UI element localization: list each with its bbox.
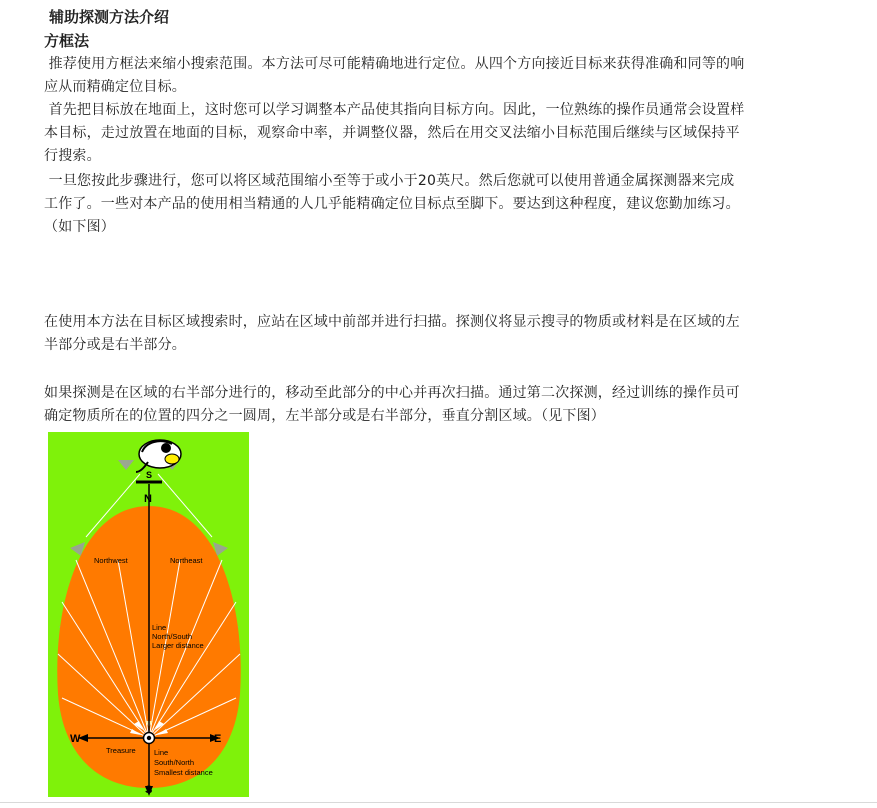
label-line-sn-1: Line	[154, 748, 169, 757]
label-line-ns-2: North/South	[152, 632, 193, 641]
compass-label-s-bottom: S	[145, 784, 153, 796]
paragraph-line: 如果探测是在区域的右半部分进行的，移动至此部分的中心并再次扫描。通过第二次探测，经过训练的操作员可	[44, 385, 740, 401]
compass-label-e: E	[214, 733, 222, 745]
paragraph-line: 本目标，走过放置在地面的目标，观察命中率，并调整仪器，然后在用交叉法缩小目标范围后继续与区域保持平	[44, 125, 740, 141]
page-title: 辅助探测方法介绍	[49, 8, 170, 26]
paragraph-scanning	[44, 311, 844, 357]
paragraph-line: （如下图）	[44, 219, 115, 235]
section-title: 方框法	[44, 32, 90, 50]
paragraph-line: 行搜索。	[44, 148, 101, 164]
paragraph-line: 一旦您按此步骤进行，您可以将区域范围缩小至等于或小于20英尺。然后您就可以使用普通金属探测器来完成	[48, 173, 735, 189]
label-line-ns-1: Line	[152, 623, 167, 632]
paragraph-line: 首先把目标放在地面上，这时您可以学习调整本产品使其指向目标方向。因此，一位熟练的操作员通常会设置样	[48, 102, 745, 118]
label-line-sn-2: South/North	[154, 758, 195, 767]
label-northeast: Northeast	[170, 556, 203, 565]
compass-label-s-top: S	[146, 470, 153, 480]
paragraph-setup	[44, 99, 844, 168]
paragraph-line: 推荐使用方框法来缩小搜索范围。本方法可尽可能精确地进行定位。从四个方向接近目标来获得准确和同等的响	[48, 56, 745, 72]
compass-label-n: N	[144, 493, 152, 505]
label-treasure: Treasure	[106, 746, 136, 755]
paragraph-line: 半部分或是右半部分。	[44, 337, 186, 353]
box-method-diagram	[48, 432, 249, 797]
paragraph-line: 确定物质所在的位置的四分之一圆周，左半部分或是右半部分，垂直分割区域。（见下图）	[44, 408, 605, 424]
label-northwest: Northwest	[94, 556, 128, 565]
paragraph-narrowing	[44, 170, 844, 239]
label-line-sn-3: Smallest distance	[154, 768, 213, 777]
treasure-center	[147, 736, 151, 740]
paragraph-line: 在使用本方法在目标区域搜索时，应站在区域中前部并进行扫描。探测仪将显示搜寻的物质或材料是在区域的左	[44, 314, 740, 330]
bottom-divider	[0, 802, 877, 803]
paragraph-second-scan	[44, 382, 844, 428]
compass-label-w: W	[70, 733, 81, 745]
paragraph-line: 应从而精确定位目标。	[44, 79, 186, 95]
paragraph-line: 工作了。一些对本产品的使用相当精通的人几乎能精确定位目标点至脚下。要达到这种程度，建议您勤加练习。	[44, 196, 740, 212]
label-line-ns-3: Larger distance	[152, 641, 204, 650]
paragraph-intro	[44, 53, 844, 99]
